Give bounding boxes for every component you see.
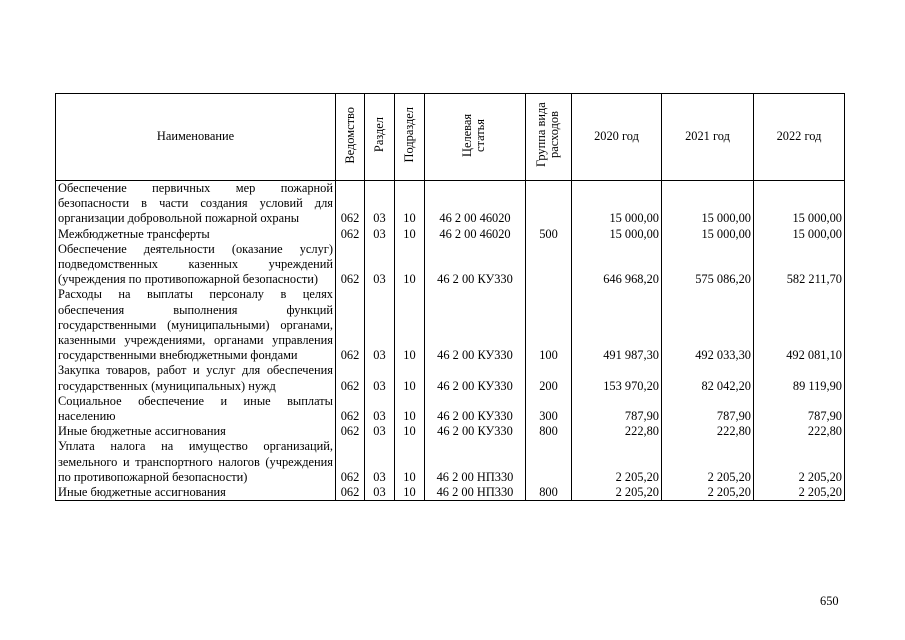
cell-celevaya: 46 2 00 КУ330 [425,424,526,439]
cell-podrazdel: 10 [395,227,425,242]
cell-2021: 787,90 [662,394,754,424]
cell-razdel: 03 [365,227,395,242]
table-row [56,287,845,363]
header-gruppa: Группа вида расходов [526,94,572,181]
cell-2022: 15 000,00 [754,181,845,227]
cell-celevaya: 46 2 00 НП330 [425,439,526,485]
cell-celevaya: 46 2 00 КУ330 [425,363,526,393]
cell-name: Уплата налога на имущество организаций, земельного и транспортного налогов (учреждения по противопожарной безопасности) [56,439,336,485]
cell-name: Расходы на выплаты персоналу в целях обеспечения выполнения функций государственными (муниципальными) органами, казенными учреждениями, органами управления государственными внебюджетными фондами [56,287,336,363]
cell-podrazdel: 10 [395,363,425,393]
cell-name: Иные бюджетные ассигнования [56,424,336,439]
cell-2021: 15 000,00 [662,181,754,227]
cell-razdel: 03 [365,439,395,485]
cell-gruppa [526,181,572,227]
cell-2022: 2 205,20 [754,439,845,485]
table-row [56,485,845,501]
table-row [56,181,845,227]
header-2021: 2021 год [662,94,754,181]
cell-name: Обеспечение первичных мер пожарной безопасности в части создания условий для организации добровольной пожарной охраны [56,181,336,227]
cell-podrazdel: 10 [395,287,425,363]
cell-gruppa: 800 [526,424,572,439]
cell-celevaya: 46 2 00 НП330 [425,485,526,501]
header-2020: 2020 год [572,94,662,181]
cell-gruppa [526,242,572,288]
cell-2020: 2 205,20 [572,485,662,501]
budget-table [55,93,845,501]
cell-podrazdel: 10 [395,394,425,424]
cell-razdel: 03 [365,394,395,424]
cell-celevaya: 46 2 00 46020 [425,227,526,242]
cell-2020: 15 000,00 [572,181,662,227]
header-vedomstvo: Ведомство [336,94,365,181]
cell-2021: 15 000,00 [662,227,754,242]
cell-2021: 2 205,20 [662,485,754,501]
cell-2020: 222,80 [572,424,662,439]
cell-podrazdel: 10 [395,181,425,227]
cell-razdel: 03 [365,287,395,363]
cell-celevaya: 46 2 00 46020 [425,181,526,227]
cell-vedomstvo: 062 [336,363,365,393]
cell-vedomstvo: 062 [336,424,365,439]
cell-2021: 222,80 [662,424,754,439]
cell-gruppa: 100 [526,287,572,363]
cell-podrazdel: 10 [395,485,425,501]
cell-2022: 222,80 [754,424,845,439]
cell-2020: 15 000,00 [572,227,662,242]
header-2022: 2022 год [754,94,845,181]
table-row [56,227,845,242]
cell-razdel: 03 [365,363,395,393]
cell-name: Межбюджетные трансферты [56,227,336,242]
cell-vedomstvo: 062 [336,181,365,227]
header-celevaya: Целевая статья [425,94,526,181]
cell-vedomstvo: 062 [336,394,365,424]
cell-name: Социальное обеспечение и иные выплаты населению [56,394,336,424]
table-row [56,424,845,439]
table-row [56,439,845,485]
cell-2020: 153 970,20 [572,363,662,393]
cell-2022: 492 081,10 [754,287,845,363]
cell-razdel: 03 [365,242,395,288]
cell-gruppa: 300 [526,394,572,424]
cell-vedomstvo: 062 [336,439,365,485]
header-podrazdel: Подраздел [395,94,425,181]
cell-2022: 2 205,20 [754,485,845,501]
cell-celevaya: 46 2 00 КУ330 [425,242,526,288]
table-row [56,242,845,288]
cell-2022: 582 211,70 [754,242,845,288]
cell-2021: 2 205,20 [662,439,754,485]
cell-vedomstvo: 062 [336,287,365,363]
cell-2020: 2 205,20 [572,439,662,485]
cell-podrazdel: 10 [395,424,425,439]
cell-razdel: 03 [365,181,395,227]
cell-2020: 491 987,30 [572,287,662,363]
table-row [56,394,845,424]
cell-vedomstvo: 062 [336,485,365,501]
cell-gruppa: 800 [526,485,572,501]
cell-name: Закупка товаров, работ и услуг для обеспечения государственных (муниципальных) нужд [56,363,336,393]
cell-celevaya: 46 2 00 КУ330 [425,394,526,424]
table-row [56,363,845,393]
cell-2022: 15 000,00 [754,227,845,242]
cell-razdel: 03 [365,485,395,501]
cell-2022: 89 119,90 [754,363,845,393]
table-header-row [56,94,845,181]
cell-2020: 646 968,20 [572,242,662,288]
cell-podrazdel: 10 [395,439,425,485]
cell-celevaya: 46 2 00 КУ330 [425,287,526,363]
page-number: 650 [820,594,839,608]
cell-2022: 787,90 [754,394,845,424]
cell-name: Иные бюджетные ассигнования [56,485,336,501]
cell-gruppa: 500 [526,227,572,242]
table-body [56,181,845,501]
cell-vedomstvo: 062 [336,227,365,242]
cell-2020: 787,90 [572,394,662,424]
cell-name: Обеспечение деятельности (оказание услуг) подведомственных казенных учреждений (учреждения по противопожарной безопасности) [56,242,336,288]
cell-2021: 82 042,20 [662,363,754,393]
cell-gruppa [526,439,572,485]
header-razdel: Раздел [365,94,395,181]
cell-podrazdel: 10 [395,242,425,288]
cell-2021: 575 086,20 [662,242,754,288]
header-name: Наименование [56,94,336,181]
cell-2021: 492 033,30 [662,287,754,363]
cell-gruppa: 200 [526,363,572,393]
cell-razdel: 03 [365,424,395,439]
cell-vedomstvo: 062 [336,242,365,288]
